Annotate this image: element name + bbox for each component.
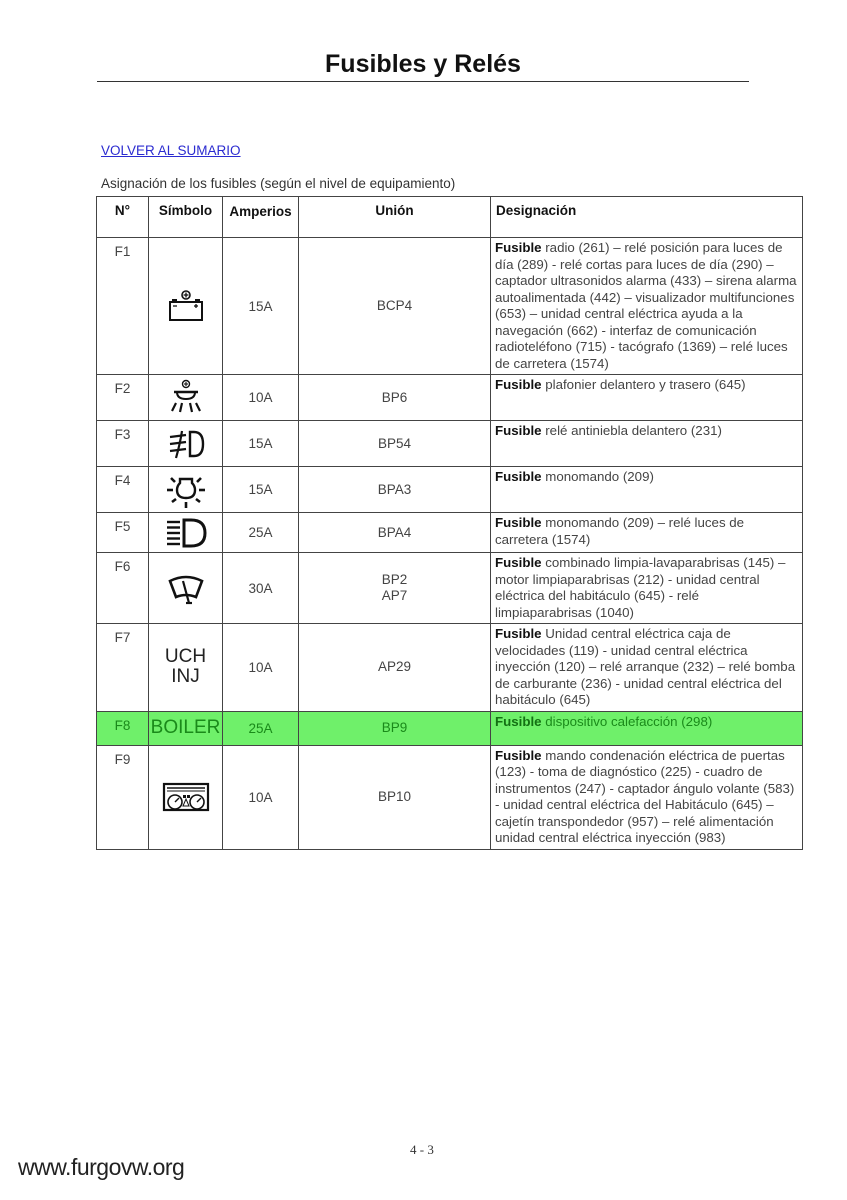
- light-bulb-icon: [165, 481, 207, 496]
- fuse-row-f7: [97, 624, 803, 712]
- high-beam-icon: [164, 524, 208, 539]
- page-number: 4 - 3: [410, 1142, 434, 1157]
- fuse-designation: [491, 421, 803, 467]
- fuse-union: BP9: [299, 711, 491, 745]
- column-header-symbol: Símbolo: [149, 197, 223, 238]
- fuse-number: F6: [97, 553, 149, 624]
- fuse-union: BP2 AP7: [299, 553, 491, 624]
- fuse-amperage: 15A: [223, 238, 299, 375]
- fuse-amperage: 25A: [223, 513, 299, 553]
- amps-header-text: Amperios: [229, 204, 292, 219]
- fuse-number: F8: [97, 711, 149, 745]
- designation-text: relé antiniebla delantero (231): [541, 423, 722, 438]
- fuse-union: BCP4: [299, 238, 491, 375]
- fuse-union: AP29: [299, 624, 491, 712]
- designation-text: monomando (209): [541, 469, 654, 484]
- column-header-number: N°: [97, 197, 149, 238]
- fuse-union: BP10: [299, 745, 491, 849]
- fuse-designation: [491, 513, 803, 553]
- fuse-union: BPA4: [299, 513, 491, 553]
- fuse-symbol: [149, 624, 223, 712]
- fuse-amperage: 30A: [223, 553, 299, 624]
- designation-label: Fusible: [495, 626, 542, 641]
- back-to-summary-link[interactable]: VOLVER AL SUMARIO: [101, 143, 241, 158]
- symbol-label: UCH INJ: [164, 646, 207, 688]
- site-watermark: www.furgovw.org: [18, 1154, 185, 1180]
- column-header-union: Unión: [299, 197, 491, 238]
- fuse-amperage: 15A: [223, 421, 299, 467]
- fuse-number: F3: [97, 421, 149, 467]
- fuse-row-f5: [97, 513, 803, 553]
- designation-text: monomando (209) – relé luces de carretera (1574): [495, 515, 745, 547]
- front-fog-light-icon: [166, 435, 206, 450]
- battery-icon: [166, 297, 206, 312]
- page-title: Fusibles y Relés: [325, 50, 521, 78]
- ceiling-light-icon: [169, 389, 203, 404]
- fuse-designation: [491, 553, 803, 624]
- column-header-designation: Designación: [491, 197, 803, 238]
- table-caption: Asignación de los fusibles (según el nivel de equipamiento): [101, 176, 456, 191]
- designation-text: combinado limpia-lavaparabrisas (145) – motor limpiaparabrisas (212) - unidad central eléctrica del habitáculo (645) - relé limpiaparabrisas (1040): [495, 555, 786, 620]
- fuse-number: F9: [97, 745, 149, 849]
- fuse-symbol: [149, 513, 223, 553]
- fuse-row-f4: [97, 467, 803, 513]
- fuse-designation: [491, 624, 803, 712]
- table-header-row: [97, 197, 803, 238]
- designation-label: Fusible: [495, 469, 542, 484]
- designation-text: dispositivo calefacción (298): [541, 713, 713, 729]
- windshield-wiper-icon: [167, 579, 205, 594]
- fuse-symbol: [149, 375, 223, 421]
- column-header-amps: [223, 197, 299, 238]
- fuse-amperage: 25A: [223, 711, 299, 745]
- fuse-designation: [491, 238, 803, 375]
- designation-label: Fusible: [495, 240, 542, 255]
- fuse-symbol: [149, 238, 223, 375]
- fuse-designation: [491, 745, 803, 849]
- title-divider: [97, 81, 749, 82]
- fuse-table: [96, 196, 803, 850]
- designation-text: mando condenación eléctrica de puertas (123) - toma de diagnóstico (225) - cuadro de instrumentos (247) - captador ángulo volante (583) - unidad central eléctrica del Habitáculo (645) – cajetín transpondedor (957) – relé alimentación unidad central eléctrica inyección (983): [495, 747, 795, 845]
- fuse-symbol: [149, 745, 223, 849]
- designation-text: Unidad central eléctrica caja de velocidades (119) - unidad central eléctrica inyección (120) – relé arranque (232) – relé bomba de carburante (236) - unidad central eléctrica del habitáculo (645): [495, 626, 796, 707]
- fuse-amperage: 10A: [223, 624, 299, 712]
- fuse-row-f1: [97, 238, 803, 375]
- fuse-symbol: [149, 711, 223, 745]
- fuse-row-f6: [97, 553, 803, 624]
- fuse-amperage: 10A: [223, 745, 299, 849]
- fuse-row-f3: [97, 421, 803, 467]
- fuse-designation: [491, 467, 803, 513]
- fuse-union: BP6: [299, 375, 491, 421]
- designation-label: Fusible: [495, 515, 542, 530]
- fuse-number: F7: [97, 624, 149, 712]
- symbol-label: BOILER: [150, 717, 221, 738]
- fuse-designation: [491, 711, 803, 745]
- fuse-row-f8: [97, 711, 803, 745]
- fuse-amperage: 10A: [223, 375, 299, 421]
- designation-label: Fusible: [495, 713, 542, 729]
- fuse-number: F4: [97, 467, 149, 513]
- designation-text: plafonier delantero y trasero (645): [541, 377, 746, 392]
- fuse-union: BPA3: [299, 467, 491, 513]
- fuse-row-f9: [97, 745, 803, 849]
- designation-label: Fusible: [495, 423, 542, 438]
- instrument-panel-icon: [162, 788, 210, 803]
- designation-text: radio (261) – relé posición para luces de día (289) - relé cortas para luces de día (290) – captador ultrasonidos alarma (433) – sirena alarma autoalimentada (442) – visualizador multifunciones (653) – unidad central eléctrica ayuda a la navegación (662) - interfaz de comunicación radioteléfono (715) - tacógrafo (1369) – relé luces de carretera (1574): [495, 240, 797, 371]
- designation-label: Fusible: [495, 377, 542, 392]
- designation-label: Fusible: [495, 747, 542, 763]
- fuse-number: F2: [97, 375, 149, 421]
- fuse-symbol: [149, 553, 223, 624]
- fuse-union: BP54: [299, 421, 491, 467]
- designation-label: Fusible: [495, 555, 542, 570]
- fuse-symbol: [149, 467, 223, 513]
- fuse-number: F1: [97, 238, 149, 375]
- fuse-symbol: [149, 421, 223, 467]
- fuse-designation: [491, 375, 803, 421]
- fuse-amperage: 15A: [223, 467, 299, 513]
- fuse-row-f2: [97, 375, 803, 421]
- fuse-number: F5: [97, 513, 149, 553]
